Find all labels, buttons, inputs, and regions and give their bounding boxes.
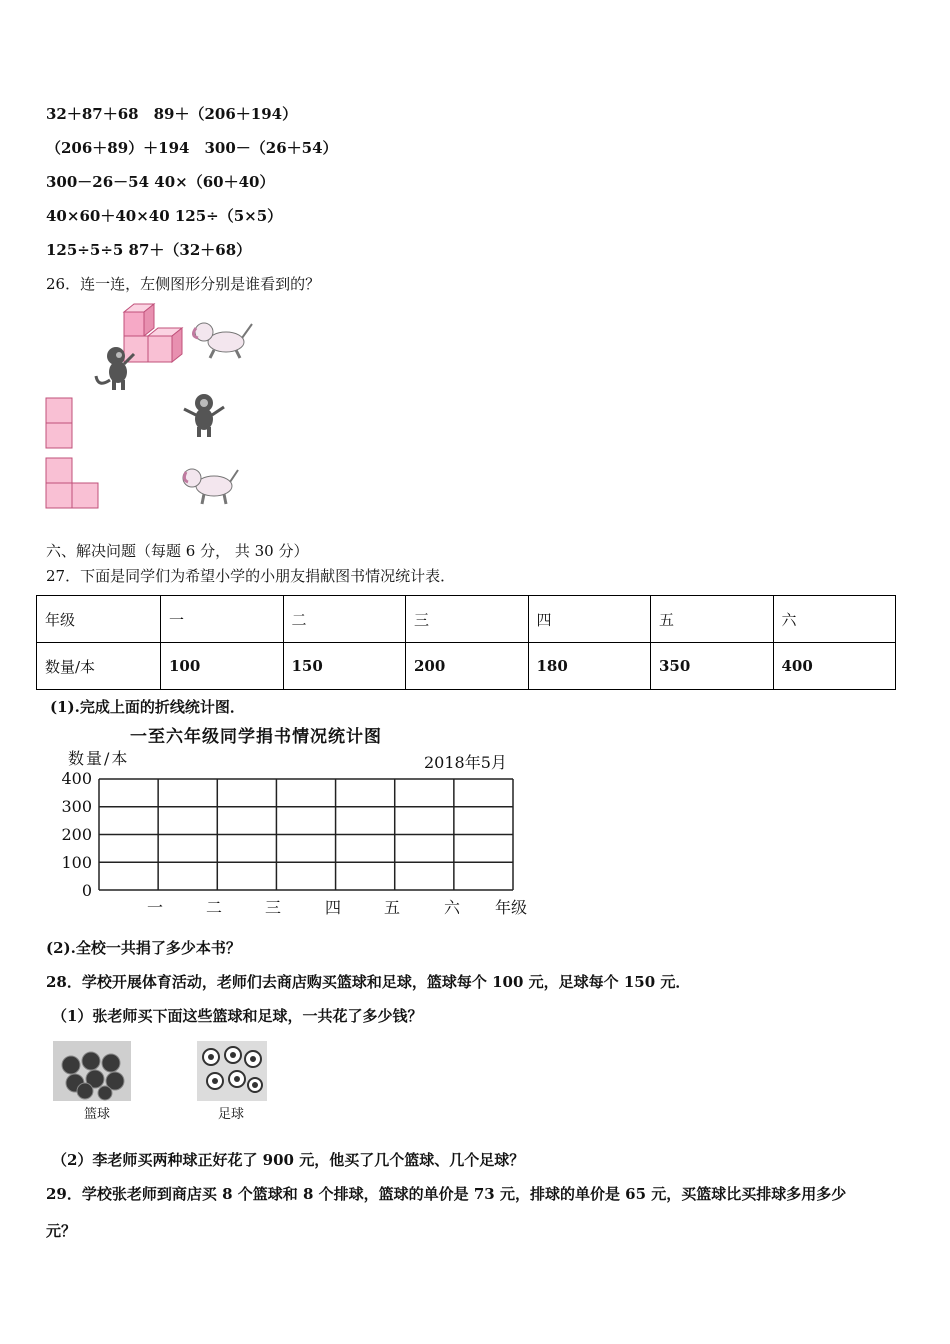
calc-line-4: 40×60＋40×40 125÷（5×5） [46, 207, 283, 225]
table-cell: 400 [773, 643, 896, 690]
chart-date: 2018年5月 [424, 753, 507, 772]
x-tick-label: 三 [265, 898, 282, 917]
table-cell: 六 [773, 596, 896, 643]
table-cell: 一 [161, 596, 284, 643]
y-tick-label: 100 [61, 853, 92, 872]
x-tick-label: 六 [444, 898, 461, 917]
table-cell: 100 [161, 643, 284, 690]
question-29-line-1: 29．学校张老师到商店买 8 个篮球和 8 个排球，篮球的单价是 73 元，排球的单价是 65 元，买篮球比买排球多用多少 [46, 1185, 847, 1203]
y-tick-label: 400 [61, 769, 92, 788]
x-tick-label: 四 [325, 898, 342, 917]
x-tick-label: 二 [206, 898, 223, 917]
question-29-line-2: 元？ [46, 1222, 77, 1240]
x-tick-label: 一 [147, 898, 164, 917]
question-28: 28．学校开展体育活动，老师们去商店购买篮球和足球，篮球每个 100 元，足球每个 150 元． [46, 973, 691, 991]
question-28-part-1: （1）张老师买下面这些篮球和足球，一共花了多少钱？ [52, 1007, 423, 1025]
footballs-image [197, 1041, 267, 1101]
calc-line-1: 32＋87＋68 89＋（206＋194） [46, 105, 298, 123]
basketball-label: 篮球 [84, 1107, 111, 1122]
calc-line-2: （206＋89）＋194 300－（26＋54） [46, 139, 338, 157]
question-26: 26．连一连，左侧图形分别是谁看到的？ [46, 275, 321, 293]
chart-title: 一至六年级同学捐书情况统计图 [130, 727, 382, 747]
view-l-shape-squares [45, 457, 101, 509]
x-axis-label: 年级 [495, 898, 528, 917]
y-tick-label: 200 [61, 825, 92, 844]
calc-line-3: 300－26－54 40×（60＋40） [46, 173, 275, 191]
table-cell: 150 [283, 643, 406, 690]
question-27: 27．下面是同学们为希望小学的小朋友捐献图书情况统计表． [46, 567, 456, 585]
table-cell: 200 [406, 643, 529, 690]
table-cell: 五 [651, 596, 774, 643]
calc-line-5: 125÷5÷5 87＋（32＋68） [46, 241, 252, 259]
section-6-heading: 六、解决问题（每题 6 分， 共 30 分） [46, 542, 309, 560]
dog-icon [180, 466, 242, 506]
chart-grid [95, 775, 520, 893]
table-cell: 四 [528, 596, 651, 643]
table-row [37, 596, 896, 643]
y-tick-label: 0 [81, 881, 92, 900]
y-tick-label: 300 [61, 797, 92, 816]
table-cell: 数量/本 [37, 643, 161, 690]
x-tick-label: 五 [384, 898, 401, 917]
question-28-part-2: （2）李老师买两种球正好花了 900 元，他买了几个篮球、几个足球？ [52, 1151, 525, 1169]
chart-y-label: 数量/本 [68, 749, 130, 768]
donation-table [36, 595, 896, 690]
table-cell: 年级 [37, 596, 161, 643]
question-27-part-2: (2).全校一共捐了多少本书？ [46, 939, 241, 957]
table-cell: 三 [406, 596, 529, 643]
dog-icon [193, 323, 252, 358]
view-two-stacked-squares [45, 397, 75, 449]
question-27-part-1: (1).完成上面的折线统计图． [50, 698, 245, 716]
football-label: 足球 [218, 1107, 245, 1122]
table-cell: 350 [651, 643, 774, 690]
basketballs-image [53, 1041, 131, 1101]
table-cell: 二 [283, 596, 406, 643]
table-cell: 180 [528, 643, 651, 690]
table-row [37, 643, 896, 690]
monkey-icon [180, 393, 230, 439]
cube-scene-illustration [88, 302, 258, 394]
